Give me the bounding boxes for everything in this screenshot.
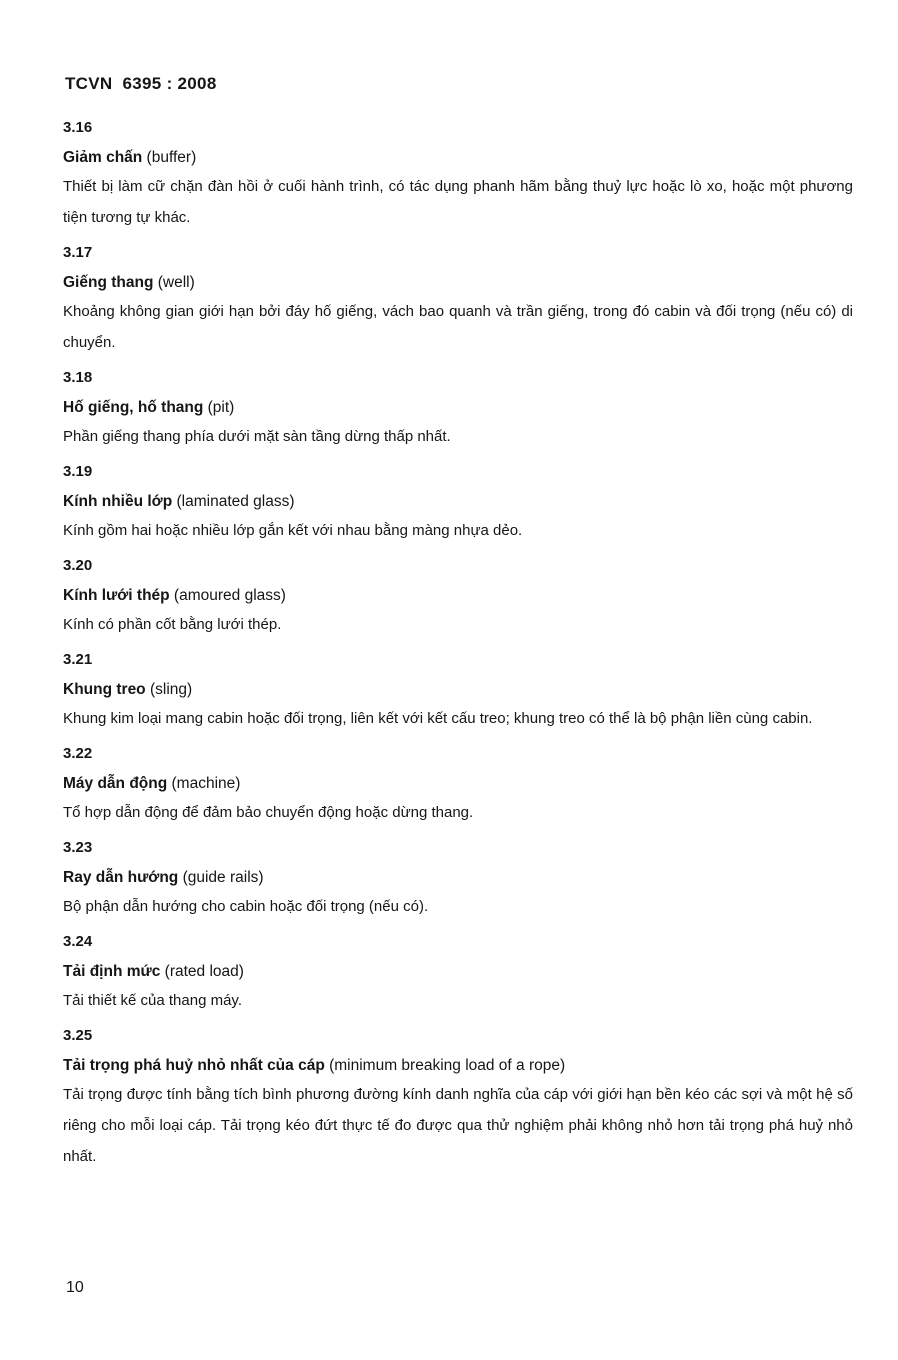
- definition-entry-3-18: [63, 368, 853, 452]
- document-code: TCVN 6395 : 2008: [65, 74, 217, 93]
- entry-term: [63, 868, 853, 888]
- entry-number: 3.23: [63, 839, 93, 856]
- entry-definition: Thiết bị làm cữ chặn đàn hồi ở cuối hành trình, có tác dụng phanh hãm bằng thuỷ lực hoặc lò xo, hoặc một phương tiện tương tự khác.: [63, 178, 853, 226]
- term-english: (rated load): [160, 963, 244, 980]
- term-english: (well): [153, 274, 195, 291]
- definition-entry-3-21: [63, 650, 853, 734]
- entry-number: 3.22: [63, 745, 93, 762]
- entry-number: 3.16: [63, 119, 93, 136]
- definition-entry-3-23: [63, 838, 853, 922]
- entry-definition: Khung kim loại mang cabin hoặc đối trọng, liên kết với kết cấu treo; khung treo có thể là bộ phận liền cùng cabin.: [63, 710, 813, 727]
- term-vietnamese: Kính lưới thép: [63, 587, 170, 604]
- definition-entry-3-19: [63, 462, 853, 546]
- entry-number: 3.21: [63, 651, 93, 668]
- term-vietnamese: Giảm chấn: [63, 149, 143, 166]
- entry-term: [63, 1056, 853, 1076]
- term-vietnamese: Tải định mức: [63, 963, 161, 980]
- term-vietnamese: Kính nhiều lớp: [63, 493, 173, 510]
- entry-definition: Tải thiết kế của thang máy.: [63, 992, 242, 1009]
- entry-definition: Bộ phận dẫn hướng cho cabin hoặc đối trọng (nếu có).: [63, 898, 429, 915]
- entry-term: [63, 492, 853, 512]
- definition-entry-3-20: [63, 556, 853, 640]
- entry-term: [63, 586, 853, 606]
- definition-entry-3-16: [63, 118, 853, 233]
- entry-term: [63, 273, 853, 293]
- entry-definition: Kính có phần cốt bằng lưới thép.: [63, 616, 282, 633]
- term-english: (machine): [167, 775, 241, 792]
- entry-term: [63, 398, 853, 418]
- term-english: (guide rails): [178, 869, 264, 886]
- definition-entry-3-25: [63, 1026, 853, 1172]
- term-english: (amoured glass): [169, 587, 286, 604]
- entry-number: 3.19: [63, 463, 93, 480]
- entry-number: 3.20: [63, 557, 93, 574]
- entry-definition: Kính gồm hai hoặc nhiều lớp gắn kết với nhau bằng màng nhựa dẻo.: [63, 522, 523, 539]
- entry-number: 3.18: [63, 369, 93, 386]
- entry-definition: Phần giếng thang phía dưới mặt sàn tầng dừng thấp nhất.: [63, 428, 451, 445]
- term-vietnamese: Hố giếng, hố thang: [63, 399, 204, 416]
- entry-definition: Tổ hợp dẫn động để đảm bảo chuyển động hoặc dừng thang.: [63, 804, 474, 821]
- definitions-list: [63, 118, 853, 1172]
- definition-entry-3-24: [63, 932, 853, 1016]
- page-number: 10: [66, 1279, 84, 1296]
- definition-entry-3-22: [63, 744, 853, 828]
- term-vietnamese: Khung treo: [63, 681, 146, 698]
- entry-term: [63, 774, 853, 794]
- term-vietnamese: Giếng thang: [63, 274, 154, 291]
- entry-term: [63, 962, 853, 982]
- term-english: (pit): [203, 399, 235, 416]
- term-english: (buffer): [142, 149, 197, 166]
- entry-definition: Khoảng không gian giới hạn bởi đáy hố giếng, vách bao quanh và trần giếng, trong đó cabin và đối trọng (nếu có) di chuyển.: [63, 303, 853, 351]
- term-vietnamese: Ray dẫn hướng: [63, 869, 179, 886]
- entry-term: [63, 148, 853, 168]
- term-vietnamese: Tải trọng phá huỷ nhỏ nhất của cáp: [63, 1057, 325, 1074]
- term-english: (sling): [145, 681, 193, 698]
- term-english: (laminated glass): [172, 493, 295, 510]
- entry-definition: Tải trọng được tính bằng tích bình phương đường kính danh nghĩa của cáp với giới hạn bền kéo các sợi và một hệ số riêng cho mỗi loại cáp. Tải trọng kéo đứt thực tế đo được qua thử nghiệm phải không nhỏ hơn tải trọng phá huỷ nhỏ nhất.: [63, 1086, 853, 1165]
- entry-number: 3.25: [63, 1027, 93, 1044]
- term-english: (minimum breaking load of a rope): [324, 1057, 566, 1074]
- term-vietnamese: Máy dẫn động: [63, 775, 168, 792]
- entry-number: 3.17: [63, 244, 93, 261]
- entry-number: 3.24: [63, 933, 93, 950]
- entry-term: [63, 680, 853, 700]
- definition-entry-3-17: [63, 243, 853, 358]
